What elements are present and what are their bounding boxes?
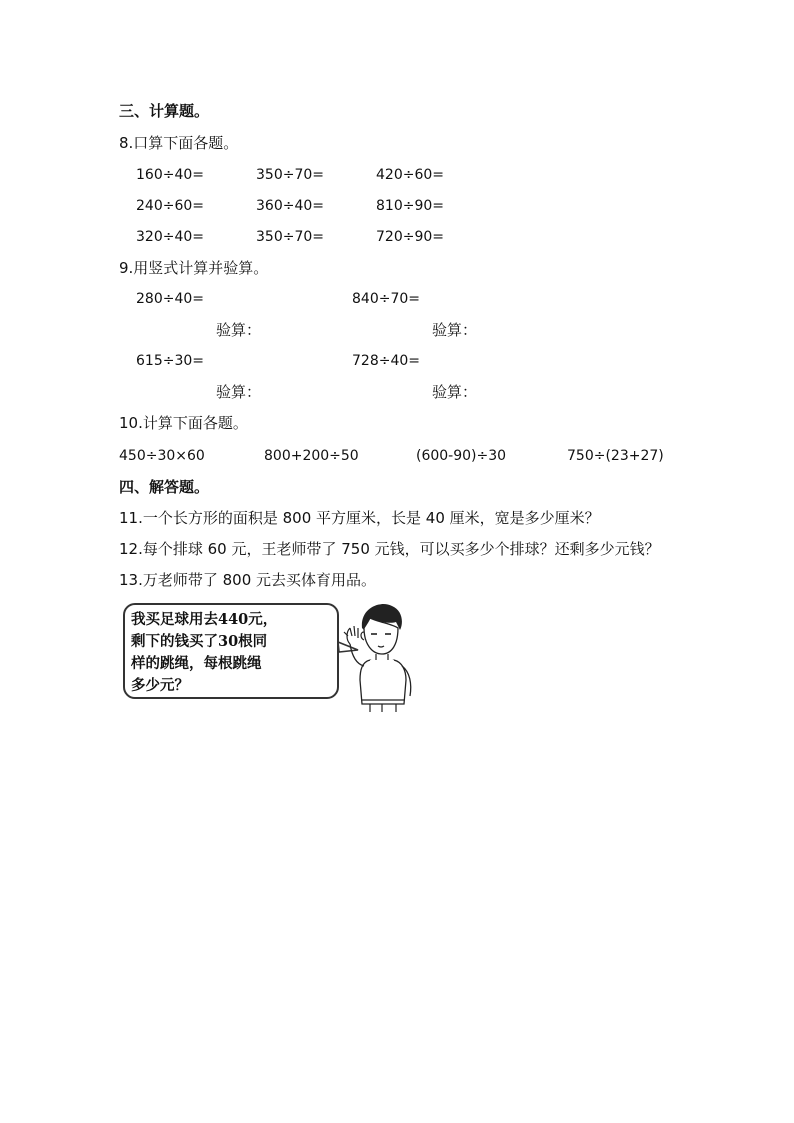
bubble-line-2: 剩下的钱买了30根同 <box>131 633 268 650</box>
section-3-title: 三、计算题。 <box>119 102 210 120</box>
shirt <box>360 660 406 704</box>
face <box>364 618 398 654</box>
bubble-line-3: 样的跳绳，每根跳绳 <box>131 655 262 672</box>
neck <box>376 654 388 660</box>
question-9-title: 9.用竖式计算并验算。 <box>119 259 269 277</box>
vertical-calc-1: 280÷40= <box>136 291 204 307</box>
question-12: 12.每个排球 60 元，王老师带了 750 元钱，可以买多少个排球？还剩多少元钱？ <box>119 540 660 558</box>
mixed-calc-4: 750÷(23+27) <box>567 448 664 464</box>
oral-calc-2-3: 810÷90= <box>376 198 444 214</box>
bubble-line-1: 我买足球用去440元， <box>131 611 278 628</box>
vertical-calc-3: 615÷30= <box>136 353 204 369</box>
mixed-calc-2: 800+200÷50 <box>264 448 359 464</box>
vertical-calc-4: 728÷40= <box>352 353 420 369</box>
waving-hand <box>344 626 358 644</box>
oral-calc-2-1: 240÷60= <box>136 198 204 214</box>
oral-calc-1-2: 350÷70= <box>256 167 324 183</box>
check-label: 验算： <box>216 321 262 339</box>
legs <box>370 704 396 712</box>
speech-bubble-text <box>131 609 331 697</box>
mixed-calc-1: 450÷30×60 <box>119 448 205 464</box>
question-11: 11.一个长方形的面积是 800 平方厘米，长是 40 厘米，宽是多少厘米？ <box>119 509 600 527</box>
question-13: 13.万老师带了 800 元去买体育用品。 <box>119 571 377 589</box>
oral-calc-2-2: 360÷40= <box>256 198 324 214</box>
section-4-title: 四、解答题。 <box>119 478 210 496</box>
oral-calc-1-1: 160÷40= <box>136 167 204 183</box>
teacher-illustration <box>330 600 430 715</box>
oral-calc-1-3: 420÷60= <box>376 167 444 183</box>
oral-calc-3-2: 350÷70= <box>256 229 324 245</box>
check-label: 验算： <box>432 321 478 339</box>
bubble-line-4: 多少元？ <box>131 677 189 694</box>
question-10-title: 10.计算下面各题。 <box>119 414 248 432</box>
oral-calc-3-3: 720÷90= <box>376 229 444 245</box>
oral-calc-3-1: 320÷40= <box>136 229 204 245</box>
bubble-tail <box>338 642 358 652</box>
mixed-calc-3: (600-90)÷30 <box>416 448 507 464</box>
vertical-calc-2: 840÷70= <box>352 291 420 307</box>
check-label: 验算： <box>432 383 478 401</box>
check-label: 验算： <box>216 383 262 401</box>
question-8-title: 8.口算下面各题。 <box>119 134 239 152</box>
ear <box>361 632 364 640</box>
